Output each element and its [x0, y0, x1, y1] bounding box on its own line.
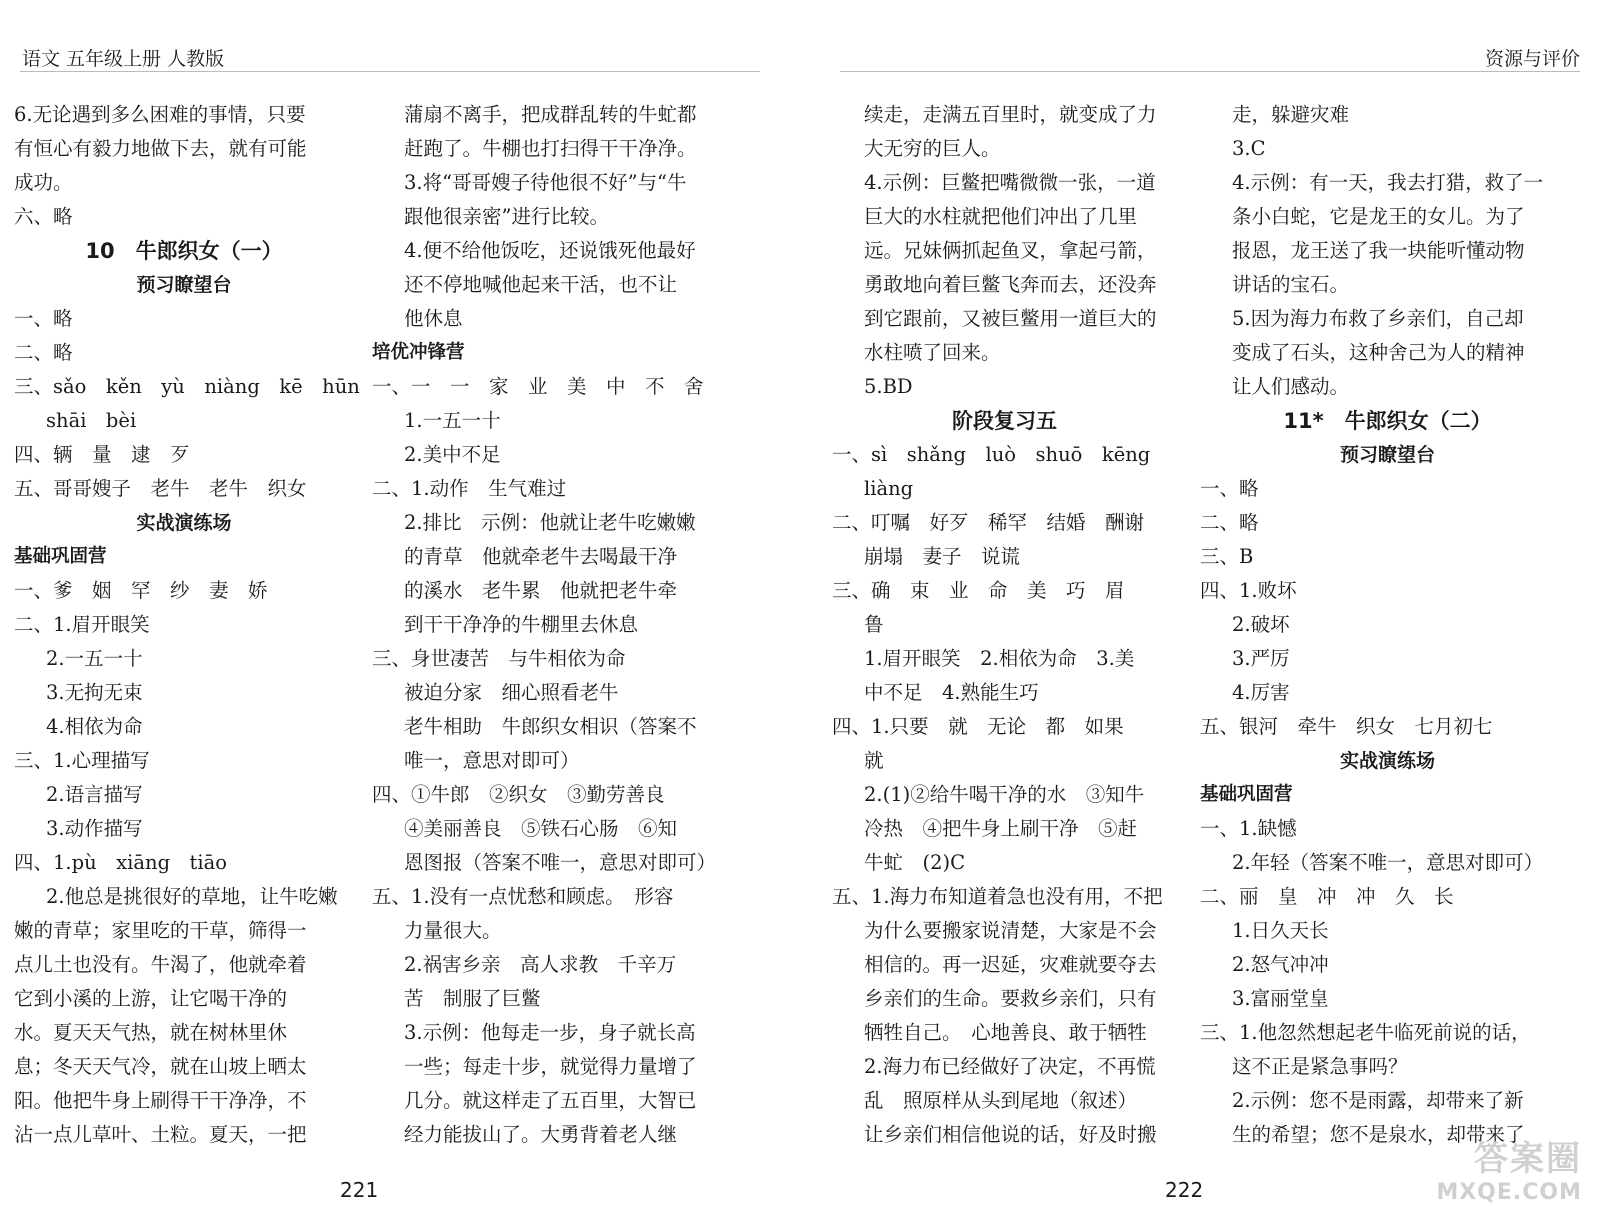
answer-line: 沾一点儿草叶、土粒。夏天，一把: [14, 1123, 307, 1146]
subsection-heading: 基础巩固营: [1200, 784, 1293, 805]
answer-line: 4.相依为命: [46, 715, 143, 738]
answer-line: 这不正是紧急事吗？: [1232, 1055, 1408, 1078]
answer-line: liàng: [864, 477, 914, 500]
answer-line: 他休息: [404, 307, 463, 330]
answer-line: 2.(1)②给牛喝干净的水 ③知牛: [864, 783, 1145, 806]
answer-line: 三、sǎo kěn yù niàng kē hūn: [14, 375, 360, 398]
answer-line: 二、略: [14, 341, 73, 364]
answer-line: 3.示例：他每走一步，身子就长高: [404, 1021, 696, 1044]
answer-line: 3.动作描写: [46, 817, 143, 840]
answer-line: 讲话的宝石。: [1232, 273, 1350, 296]
answer-line: 为什么要搬家说清楚，大家是不会: [864, 919, 1157, 942]
answer-line: 5.BD: [864, 375, 913, 398]
answer-line: 一、爹 姻 罕 纱 妻 娇: [14, 579, 268, 602]
answer-line: 条小白蛇，它是龙王的女儿。为了: [1232, 205, 1525, 228]
answer-line: 一、sì shǎng luò shuō kēng: [832, 443, 1151, 466]
answer-line: 有恒心有毅力地做下去，就有可能: [14, 137, 307, 160]
answer-line: 2.语言描写: [46, 783, 143, 806]
answer-line: 五、银河 牵牛 织女 七月初七: [1200, 715, 1493, 738]
answer-line: 走，躲避灾难: [1232, 103, 1350, 126]
answer-line: 5.因为海力布救了乡亲们，自己却: [1232, 307, 1524, 330]
header-right-title: 资源与评价: [1484, 48, 1580, 70]
answer-line: 老牛相助 牛郎织女相识（答案不: [404, 715, 697, 738]
answer-column-1: [14, 98, 360, 1152]
answer-line: 被迫分家 细心照看老牛: [404, 681, 619, 704]
answer-line: 二、1.眉开眼笑: [14, 613, 150, 636]
answer-line: 乡亲们的生命。要救乡亲们，只有: [864, 987, 1157, 1010]
page-number-left: 221: [340, 1178, 379, 1202]
answer-line: 四、辆 量 逮 歹: [14, 443, 190, 466]
section-heading: 实战演练场: [1339, 750, 1435, 772]
answer-line: 让乡亲们相信他说的话，好及时搬: [864, 1123, 1157, 1146]
answer-line: 唯一，意思对即可）: [404, 749, 580, 772]
answer-line: 二、丽 皇 冲 冲 久 长: [1200, 885, 1454, 908]
answer-line: 几分。就这样走了五百里，大智已: [404, 1089, 697, 1112]
answer-line: 三、1.心理描写: [14, 749, 150, 772]
answer-line: 的青草 他就牵老牛去喝最干净: [404, 545, 678, 568]
answer-line: 2.美中不足: [404, 443, 501, 466]
watermark-logo: [1436, 1131, 1582, 1205]
section-title: 11* 牛郎织女（二）: [1283, 409, 1492, 433]
answer-column-3: [832, 98, 1177, 1152]
answer-line: 3.严厉: [1232, 647, 1290, 670]
answer-line: 跟他很亲密”进行比较。: [404, 205, 609, 228]
answer-column-4: [1200, 98, 1575, 1152]
answer-line: 五、哥哥嫂子 老牛 老牛 织女: [14, 477, 307, 500]
page-number-right: 222: [1165, 1178, 1204, 1202]
answer-line: 冷热 ④把牛身上刷干净 ⑤赶: [864, 817, 1138, 840]
answer-line: 它到小溪的上游，让它喝干净的: [14, 987, 288, 1010]
answer-line: 力量很大。: [404, 919, 502, 942]
answer-line: 水。夏天天气热，就在树林里休: [14, 1021, 288, 1044]
answer-line: 四、1.只要 就 无论 都 如果: [832, 715, 1124, 738]
answer-line: 1.一五一十: [404, 409, 501, 432]
answer-line: 经力能拔山了。大勇背着老人继: [404, 1123, 678, 1146]
answer-line: 4.厉害: [1232, 681, 1290, 704]
answer-line: 4.便不给他饭吃，还说饿死他最好: [404, 239, 696, 262]
answer-line: 四、①牛郎 ②织女 ③勤劳善良: [372, 783, 665, 806]
answer-line: 勇敢地向着巨鳖飞奔而去，还没奔: [864, 273, 1157, 296]
answer-line: 3.将“哥哥嫂子待他很不好”与“牛: [404, 171, 687, 194]
answer-line: 二、1.动作 生气难过: [372, 477, 567, 500]
answer-line: 到它跟前，又被巨鳖用一道巨大的: [864, 307, 1157, 330]
answer-line: 2.年轻（答案不唯一，意思对即可）: [1232, 851, 1544, 874]
answer-line: 到干干净净的牛棚里去休息: [404, 613, 639, 636]
answer-line: 息；冬天天气冷，就在山坡上晒太: [14, 1055, 307, 1078]
answer-line: 三、确 束 业 命 美 巧 眉: [832, 579, 1125, 602]
answer-line: shāi bèi: [46, 409, 137, 432]
subsection-heading: 基础巩固营: [14, 546, 107, 567]
answer-line: 五、1.海力布知道着急也没有用，不把: [832, 885, 1163, 908]
answer-line: 1.日久天长: [1232, 919, 1329, 942]
answer-line: 五、1.没有一点忧愁和顾虑。 形容: [372, 885, 674, 908]
section-heading: 预习瞭望台: [1339, 444, 1435, 466]
answer-line: 4.示例：有一天，我去打猎，救了一: [1232, 171, 1544, 194]
answer-line: 三、B: [1200, 545, 1254, 568]
answer-line: 变成了石头，这种舍己为人的精神: [1232, 341, 1525, 364]
answer-line: 相信的。再一迟延，灾难就要夺去: [864, 953, 1157, 976]
answer-line: 3.无拘无束: [46, 681, 143, 704]
answer-line: 一、一 一 家 业 美 中 不 舍: [372, 375, 704, 398]
answer-line: 阳。他把牛身上刷得干干净净，不: [14, 1089, 307, 1112]
answer-line: 生的希望；您不是泉水，却带来了: [1232, 1123, 1525, 1146]
header-left-title: 语文 五年级上册 人教版: [22, 48, 225, 70]
answer-line: 苦 制服了巨鳖: [404, 987, 541, 1010]
answer-line: 一些；每走十步，就觉得力量增了: [404, 1055, 697, 1078]
answer-line: 报恩，龙王送了我一块能听懂动物: [1232, 239, 1525, 262]
answer-line: 1.眉开眼笑 2.相依为命 3.美: [864, 647, 1135, 670]
answer-line: 巨大的水柱就把他们冲出了几里: [864, 205, 1138, 228]
answer-line: 2.破坏: [1232, 613, 1290, 636]
header-rule-right: [840, 71, 1580, 72]
answer-line: 三、身世凄苦 与牛相依为命: [372, 647, 626, 670]
answer-line: 大无穷的巨人。: [864, 137, 1001, 160]
answer-line: 2.他总是挑很好的草地，让牛吃嫩: [46, 885, 338, 908]
answer-line: 四、1.pù xiāng tiāo: [14, 851, 227, 874]
answer-line: 一、1.缺憾: [1200, 817, 1297, 840]
answer-line: 蒲扇不离手，把成群乱转的牛虻都: [404, 103, 697, 126]
answer-line: 二、略: [1200, 511, 1259, 534]
watermark-line1: 答案圈: [1474, 1139, 1582, 1179]
answer-column-2: [372, 98, 717, 1152]
answer-line: 点儿土也没有。牛渴了，他就牵着: [14, 953, 307, 976]
answer-line: 还不停地喊他起来干活，也不让: [404, 273, 678, 296]
section-heading: 实战演练场: [136, 512, 232, 534]
answer-line: 的溪水 老牛累 他就把老牛牵: [404, 579, 678, 602]
answer-line: 3.富丽堂皇: [1232, 987, 1329, 1010]
answer-line: 2.一五一十: [46, 647, 143, 670]
answer-line: 中不足 4.熟能生巧: [864, 681, 1039, 704]
answer-line: 牺牲自己。 心地善良、敢于牺牲: [864, 1021, 1147, 1044]
section-title: 10 牛郎织女（一）: [85, 239, 283, 263]
answer-line: 鲁: [864, 613, 884, 636]
watermark-line2: MXQE.COM: [1436, 1180, 1582, 1205]
answer-line: 续走，走满五百里时，就变成了力: [864, 103, 1157, 126]
answer-line: 一、略: [14, 307, 73, 330]
answer-line: 一、略: [1200, 477, 1259, 500]
answer-line: ④美丽善良 ⑤铁石心肠 ⑥知: [404, 817, 678, 840]
answer-line: 牛虻 (2)C: [864, 851, 966, 874]
answer-line: 2.祸害乡亲 高人求教 千辛万: [404, 953, 677, 976]
answer-line: 嫩的青草；家里吃的干草，筛得一: [14, 919, 307, 942]
answer-line: 恩图报（答案不唯一，意思对即可）: [404, 851, 717, 874]
answer-line: 成功。: [14, 171, 73, 194]
answer-line: 让人们感动。: [1232, 375, 1350, 398]
answer-line: 二、叮嘱 好歹 稀罕 结婚 酬谢: [832, 511, 1145, 534]
answer-line: 2.排比 示例：他就让老牛吃嫩嫩: [404, 511, 696, 534]
answer-line: 6.无论遇到多么困难的事情，只要: [14, 103, 306, 126]
answer-line: 4.示例：巨鳖把嘴微微一张，一道: [864, 171, 1156, 194]
header-rule-left: [20, 71, 760, 72]
answer-line: 2.怒气冲冲: [1232, 953, 1329, 976]
section-title: 阶段复习五: [952, 409, 1057, 433]
answer-line: 乱 照原样从头到尾地（叙述）: [864, 1089, 1138, 1112]
section-heading: 预习瞭望台: [136, 274, 232, 296]
answer-line: 2.示例：您不是雨露，却带来了新: [1232, 1089, 1524, 1112]
answer-line: 四、1.败坏: [1200, 579, 1297, 602]
answer-line: 就: [864, 749, 884, 772]
answer-line: 赶跑了。牛棚也打扫得干干净净。: [404, 137, 697, 160]
answer-line: 六、略: [14, 205, 73, 228]
answer-line: 三、1.他忽然想起老牛临死前说的话，: [1200, 1021, 1531, 1044]
subsection-heading: 培优冲锋营: [372, 342, 465, 363]
answer-line: 2.海力布已经做好了决定，不再慌: [864, 1055, 1156, 1078]
answer-line: 远。兄妹俩抓起鱼叉，拿起弓箭，: [864, 239, 1157, 262]
answer-line: 3.C: [1232, 137, 1266, 160]
answer-line: 崩塌 妻子 说谎: [864, 545, 1021, 568]
answer-line: 水柱喷了回来。: [864, 341, 1001, 364]
